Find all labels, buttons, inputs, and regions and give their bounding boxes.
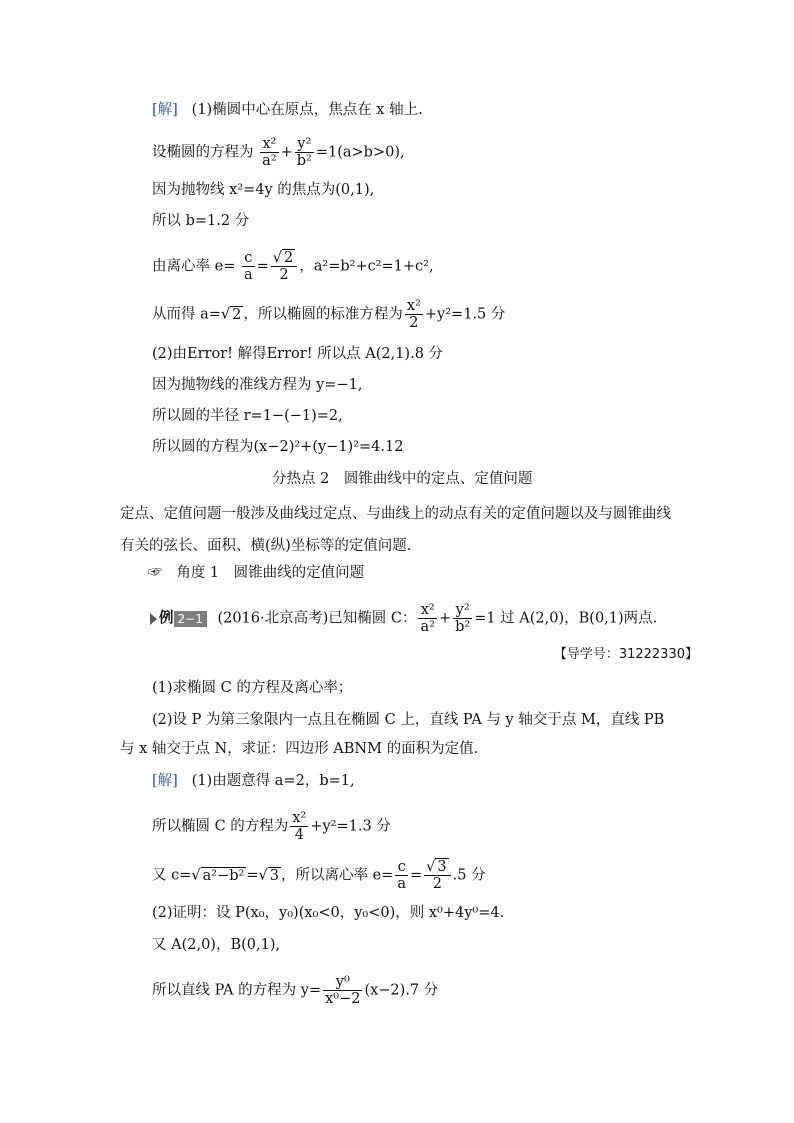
solution-1-line-9: 所以圆的半径 r=1−(−1)=2,	[152, 408, 343, 424]
fraction-c-a: $\frac{c}{a}$	[397, 859, 406, 892]
fraction-x2-a2: $\frac{\text{x²}}{\text{a²}}$	[262, 136, 277, 169]
question-2-line-1: (2)设 P 为第三象限内一点且在椭圆 C 上，直线 PA 与 y 轴交于点 M，直线 PB	[152, 712, 665, 728]
fraction-y0-x0m2: $\frac{\text{y⁰}}{\text{x⁰−2}}$	[325, 974, 361, 1007]
example-arrow-icon	[150, 613, 157, 625]
angle-heading: ☞ 角度 1 圆锥曲线的定值问题	[148, 565, 365, 581]
solution-1-line-3: 因为抛物线 x²=4y 的焦点为(0,1),	[152, 182, 375, 198]
section-heading: 分热点 2 圆锥曲线中的定点、定值问题	[272, 471, 533, 487]
solution-2-line-3: 又 c=√ a²−b² =√ 3 ，所以离心率 e= $\frac{c}{a}$ = $\frac{√ 3}{2}$ .5 分	[152, 859, 486, 892]
solution-2-line-1: [解] (1)由题意得 a=2，b=1,	[152, 773, 355, 789]
fraction-sqrt2-2: $\frac{√ 2}{2}$	[271, 250, 297, 283]
fraction-y2-b2: $\frac{\text{y²}}{\text{b²}}$	[296, 136, 312, 169]
solution-tag: [解]	[152, 773, 178, 789]
example-line: 例 2−1 (2016·北京高考)已知椭圆 C： $\frac{\text{x²}}{\text{a²}}$ + $\frac{\text{y²}}{\text{b²}}$ =1 过 A(2,0)，B(0,1)两点.	[150, 602, 657, 635]
fraction-x2-2: $\frac{\text{x²}}{2}$	[406, 298, 421, 331]
solution-2-line-2: 所以椭圆 C 的方程为 $\frac{\text{x²}}{4}$ +y²=1.3 分	[152, 810, 391, 843]
solution-1-line-5: 由离心率 e= $\frac{c}{a}$ = $\frac{√ 2}{2}$ ，a²=b²+c²=1+c²,	[152, 250, 434, 283]
fraction-x2-4: $\frac{\text{x²}}{4}$	[292, 810, 307, 843]
solution-1-line-10: 所以圆的方程为(x−2)²+(y−1)²=4.12	[152, 439, 404, 455]
guide-number: 【导学号：31222330】	[553, 647, 698, 662]
question-1: (1)求椭圆 C 的方程及离心率；	[152, 680, 353, 696]
solution-1-line-1: [解] (1)椭圆中心在原点，焦点在 x 轴上.	[152, 102, 423, 118]
solution-tag: [解]	[152, 102, 178, 118]
pointing-hand-icon: ☞	[148, 565, 163, 581]
solution-2-line-4: (2)证明：设 P(x₀，y₀)(x₀<0，y₀<0)，则 x⁰+4y⁰=4.	[152, 905, 505, 921]
solution-1-line-4: 所以 b=1.2 分	[152, 213, 250, 229]
solution-2-line-5: 又 A(2,0)，B(0,1),	[152, 937, 281, 953]
solution-1-line-6: 从而得 a=√ 2 ，所以椭圆的标准方程为 $\frac{\text{x²}}{2}$ +y²=1.5 分	[152, 298, 506, 331]
fraction-x2-a2: $\frac{\text{x²}}{\text{a²}}$	[420, 602, 435, 635]
solution-1-line-2: 设椭圆的方程为 $\frac{\text{x²}}{\text{a²}}$ + $\frac{\text{y²}}{\text{b²}}$ =1(a>b>0),	[152, 136, 405, 169]
section-intro: 定点、定值问题一般涉及曲线过定点、与曲线上的动点有关的定值问题以及与圆锥曲线有关的弦长、面积、横(纵)坐标等的定值问题.	[120, 506, 671, 554]
fraction-y2-b2: $\frac{\text{y²}}{\text{b²}}$	[455, 602, 471, 635]
fraction-sqrt3-2: $\frac{√ 3}{2}$	[424, 859, 450, 892]
example-label: 例	[159, 609, 174, 627]
solution-2-line-6: 所以直线 PA 的方程为 y= $\frac{\text{y⁰}}{\text{x⁰−2}}$ (x−2).7 分	[152, 974, 439, 1007]
question-2-line-2: 与 x 轴交于点 N，求证：四边形 ABNM 的面积为定值.	[120, 741, 479, 757]
fraction-c-a: $\frac{c}{a}$	[243, 250, 253, 283]
solution-1-line-7: (2)由Error! 解得Error! 所以点 A(2,1).8 分	[152, 346, 444, 362]
solution-1-line-8: 因为抛物线的准线方程为 y=−1,	[152, 377, 363, 393]
example-badge: 2−1	[174, 611, 207, 627]
